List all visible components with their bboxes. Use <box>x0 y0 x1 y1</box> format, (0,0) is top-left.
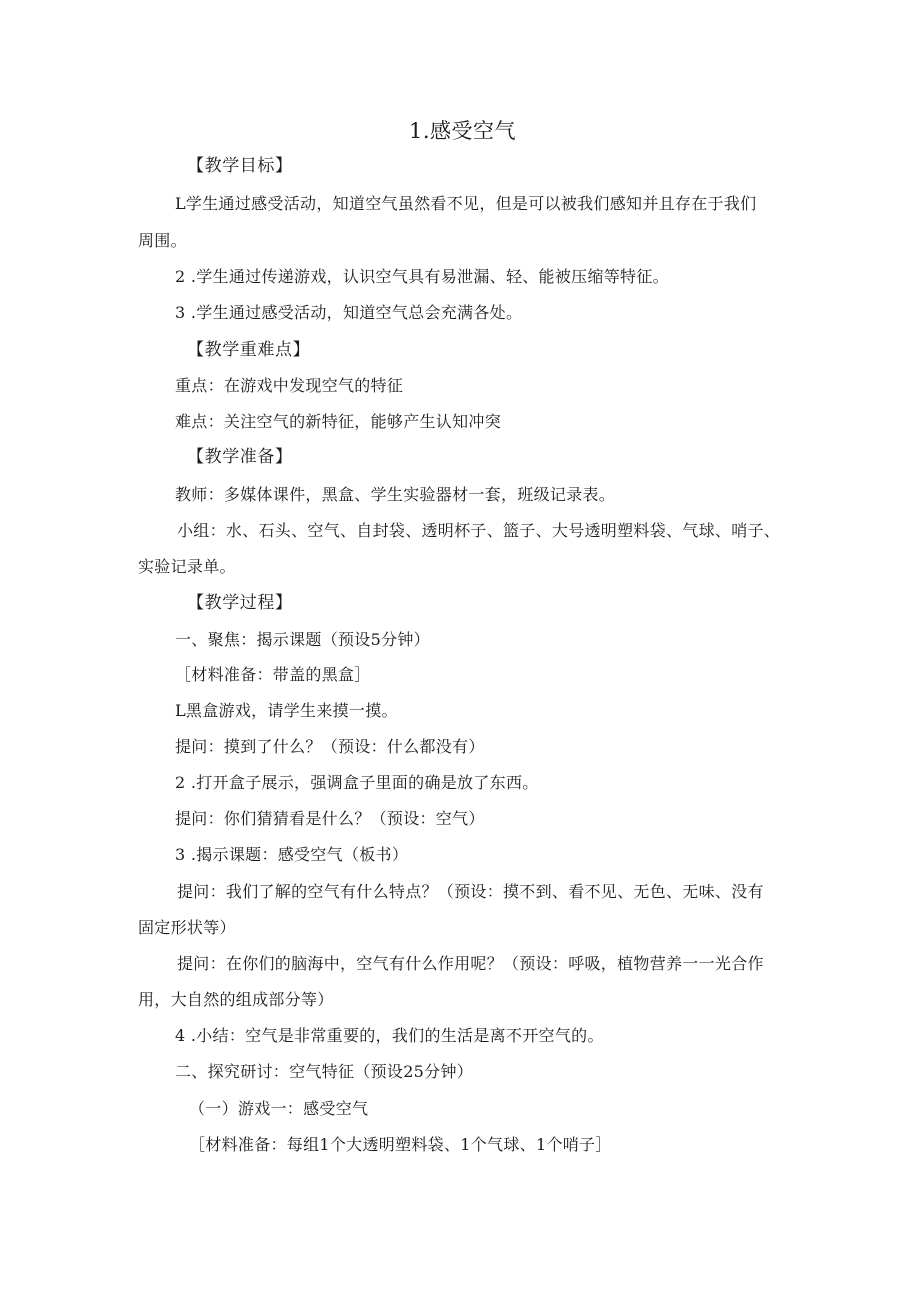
game-1-materials: ［材料准备：每组1个大透明塑料袋、1个气球、1个哨子］ <box>189 1135 612 1154</box>
group-preparation-line-2: 实验记录单。 <box>138 557 236 576</box>
objectives-heading: 【教学目标】 <box>187 156 293 176</box>
preparation-heading: 【教学准备】 <box>187 447 293 467</box>
part-2-heading: 二、探究研讨：空气特征（预设25分钟） <box>175 1062 474 1081</box>
part-1-step-3: 3 .揭示课题：感受空气（板书） <box>175 845 409 864</box>
part-1-question-1: 提问：摸到了什么？（预设：什么都没有） <box>175 737 485 756</box>
part-1-step-2: 2 .打开盒子展示，强调盒子里面的确是放了东西。 <box>175 773 539 792</box>
game-1-heading: （一）游戏一：感受空气 <box>189 1099 369 1118</box>
part-1-step-1: L黑盒游戏，请学生来摸一摸。 <box>175 701 398 720</box>
teacher-preparation: 教师：多媒体课件，黑盒、学生实验器材一套，班级记录表。 <box>175 485 616 504</box>
part-1-question-4-line-2: 用，大自然的组成部分等） <box>138 990 334 1009</box>
part-1-question-4-line-1: 提问：在你们的脑海中，空气有什么作用呢？（预设：呼吸，植物营养一一光合作 <box>177 954 764 973</box>
keypoints-heading: 【教学重难点】 <box>187 340 311 360</box>
part-1-heading: 一、聚焦：揭示课题（预设5分钟） <box>175 630 430 649</box>
objective-3: 3 .学生通过感受活动，知道空气总会充满各处。 <box>175 303 523 322</box>
part-1-question-3-line-2: 固定形状等） <box>138 918 236 937</box>
part-1-question-2: 提问：你们猜猜看是什么？（预设：空气） <box>175 809 485 828</box>
difficulty: 难点：关注空气的新特征，能够产生认知冲突 <box>175 412 502 431</box>
objective-1-line-2: 周围。 <box>138 231 187 250</box>
part-1-materials: ［材料准备：带盖的黑盒］ <box>175 665 371 684</box>
part-1-step-4: 4 .小结：空气是非常重要的，我们的生活是离不开空气的。 <box>175 1026 604 1045</box>
part-1-question-3-line-1: 提问：我们了解的空气有什么特点？（预设：摸不到、看不见、无色、无味、没有 <box>177 882 764 901</box>
group-preparation-line-1: 小组：水、石头、空气、自封袋、透明杯子、篮子、大号透明塑料袋、气球、哨子、 <box>177 521 781 540</box>
objective-1-line-1: L学生通过感受活动，知道空气虽然看不见，但是可以被我们感知并且存在于我们 <box>175 194 757 213</box>
document-title: 1.感受空气 <box>409 119 517 143</box>
objective-2: 2 .学生通过传递游戏，认识空气具有易泄漏、轻、能被压缩等特征。 <box>175 267 669 286</box>
process-heading: 【教学过程】 <box>187 593 293 613</box>
keypoint: 重点：在游戏中发现空气的特征 <box>175 376 404 395</box>
